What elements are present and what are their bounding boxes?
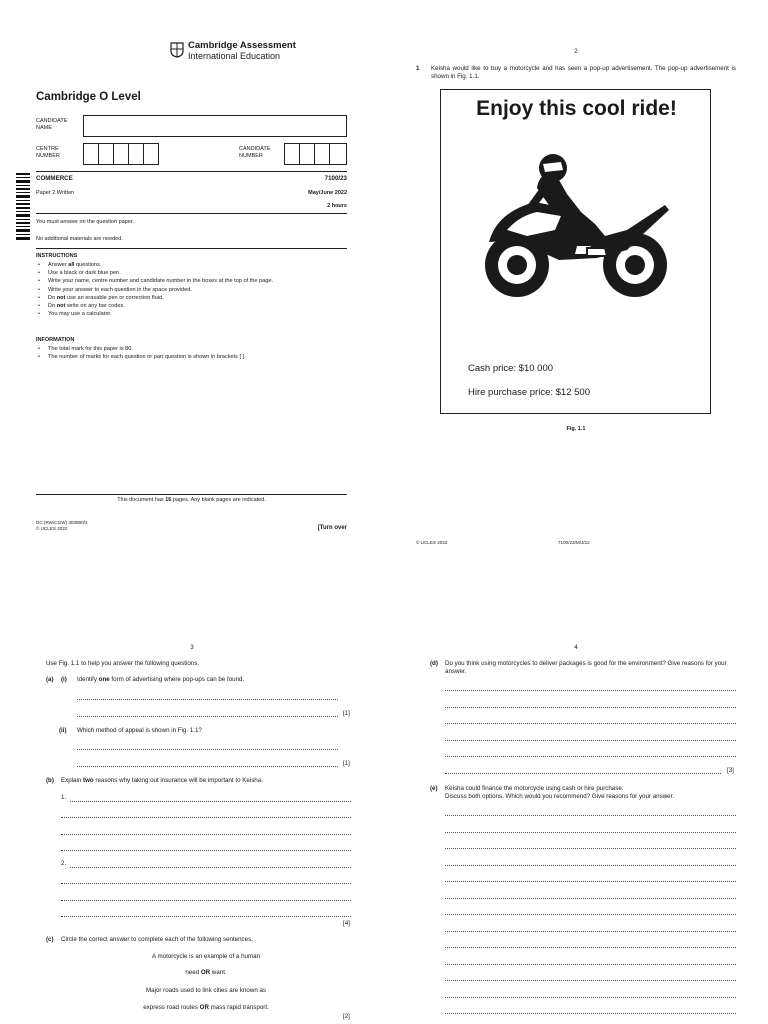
answer-line[interactable] [445, 815, 736, 816]
answer-line[interactable] [445, 740, 736, 741]
turn-over: [Turn over [317, 525, 347, 531]
barcode-icon [16, 173, 30, 241]
answer-line[interactable] [77, 699, 338, 700]
subject: COMMERCE [36, 175, 73, 182]
answer-item-number: 1. [61, 794, 67, 801]
answer-line[interactable] [445, 848, 736, 849]
part-e-question-line-2: Discuss both options. Which would you recommend? Give reasons for your answer. [445, 793, 675, 800]
intro-text: Use Fig. 1.1 to help you answer the following questions. [46, 660, 200, 667]
part-a-i-label: (i) [61, 676, 67, 683]
answer-line[interactable] [61, 883, 351, 884]
part-e-label: (e) [430, 785, 438, 792]
page-count-note: This document has 16 pages. Any blank pages are indicated. [117, 497, 266, 503]
instruction-item: • Do not use an erasable pen or correction fluid. [36, 294, 347, 302]
answer-line[interactable] [445, 723, 736, 724]
instruction-item: • Answer all questions. [36, 261, 347, 269]
answer-line[interactable] [61, 817, 351, 818]
answer-line[interactable] [445, 964, 736, 965]
part-a-label: (a) [46, 676, 54, 683]
sentence-1-text: A motorcycle is an example of a human [152, 953, 260, 960]
part-b-question: Explain two reasons why taking out insurance will be important to Keisha. [61, 777, 263, 784]
answer-line[interactable] [70, 867, 351, 868]
information-heading: INFORMATION [36, 337, 75, 343]
instruction-item: • Use a black or dark blue pen. [36, 269, 347, 277]
information-item: • The number of marks for each question or part question is shown in brackets [ ]. [36, 353, 347, 361]
part-a-ii-question: Which method of appeal is shown in Fig. 1.1? [77, 727, 202, 734]
answer-line[interactable] [445, 997, 736, 998]
answer-line[interactable] [61, 900, 351, 901]
part-b-label: (b) [46, 777, 54, 784]
candidate-name-label: CANDIDATE NAME [36, 118, 68, 131]
centre-number-label: CENTRE NUMBER [36, 146, 60, 159]
part-a-ii-label: (ii) [59, 727, 67, 734]
answer-line[interactable] [77, 749, 338, 750]
cambridge-crest-icon [170, 42, 184, 58]
answer-line[interactable] [445, 914, 736, 915]
part-d-label: (d) [430, 660, 438, 667]
logo-line-2: International Education [188, 51, 281, 61]
logo-line-1: Cambridge Assessment [188, 40, 296, 51]
popup-advertisement [440, 89, 711, 414]
ad-title: Enjoy this cool ride! [476, 97, 677, 120]
part-e-question-line-1: Keisha could finance the motorcycle using cash or hire purchase. [445, 785, 624, 792]
answer-item-number: 2. [61, 860, 67, 867]
sentence-2-options[interactable]: express road routes OR mass rapid transport. [143, 1004, 269, 1011]
note-answer-on-paper: You must answer on the question paper. [36, 219, 134, 225]
answer-line[interactable] [70, 801, 351, 802]
answer-line[interactable] [445, 865, 736, 866]
answer-line[interactable] [445, 1013, 736, 1014]
footer-copyright: © UCLES 2022 [416, 540, 448, 545]
instructions-list [36, 261, 347, 318]
instruction-item: • Write your name, centre number and candidate number in the boxes at the top of the page. [36, 277, 347, 285]
question-1-text: Keisha would like to buy a motorcycle and has seen a pop-up advertisement. The pop-up advertisement is shown in Fig. 1.1. [431, 65, 736, 80]
answer-line[interactable] [61, 850, 351, 851]
figure-caption: Fig. 1.1 [566, 426, 586, 432]
answer-line[interactable] [445, 707, 736, 708]
duration: 2 hours [327, 203, 347, 209]
answer-line[interactable] [445, 756, 736, 757]
answer-line[interactable] [445, 690, 736, 691]
answer-line[interactable] [445, 832, 736, 833]
sentence-1-options[interactable]: need OR want. [185, 969, 227, 976]
answer-line[interactable] [445, 881, 736, 882]
part-c-label: (c) [46, 936, 54, 943]
page-number: 4 [574, 644, 578, 651]
instruction-item: • You may use a calculator. [36, 310, 347, 318]
mark-allocation: [1] [343, 710, 350, 717]
footer-code: 7100/23/M/J/22 [558, 540, 590, 545]
note-no-materials: No additional materials are needed. [36, 236, 123, 242]
mark-allocation: [3] [727, 767, 734, 774]
answer-line[interactable] [445, 931, 736, 932]
answer-line[interactable] [445, 773, 721, 774]
sentence-2-text: Major roads used to link cities are known as [145, 987, 267, 994]
answer-line[interactable] [61, 916, 351, 917]
page-number: 3 [190, 644, 194, 651]
candidate-number-label: CANDIDATE NUMBER [239, 146, 271, 159]
answer-line[interactable] [77, 716, 338, 717]
part-d-question: Do you think using motorcycles to deliver packages is good for the environment? Give reasons for your answer. [445, 660, 727, 675]
answer-line[interactable] [61, 834, 351, 835]
exam-level: Cambridge O Level [36, 91, 141, 103]
motorcycle-rider-icon [477, 150, 677, 310]
footer-copyright: © UCLES 2022 [36, 526, 68, 531]
paper-code: 7100/23 [324, 175, 347, 182]
instruction-item: • Write your answer to each question in the space provided. [36, 286, 347, 294]
answer-line[interactable] [445, 947, 736, 948]
candidate-name-field[interactable] [83, 115, 347, 137]
answer-line[interactable] [77, 766, 338, 767]
instruction-item: • Do not write on any bar codes. [36, 302, 347, 310]
hire-purchase-price: Hire purchase price: $12 500 [468, 387, 590, 398]
answer-line[interactable] [445, 980, 736, 981]
mark-allocation: [4] [343, 920, 350, 927]
instructions-heading: INSTRUCTIONS [36, 253, 78, 259]
answer-line[interactable] [445, 898, 736, 899]
mark-allocation: [2] [343, 1013, 350, 1020]
cash-price: Cash price: $10 000 [468, 363, 554, 374]
page-number: 2 [574, 48, 578, 55]
mark-allocation: [1] [343, 760, 350, 767]
information-item: • The total mark for this paper is 80. [36, 345, 347, 353]
session: May/June 2022 [308, 190, 347, 196]
information-list [36, 345, 347, 361]
paper-name: Paper 2 Written [36, 190, 75, 196]
footer-ref: DC (RW/CGW) 303880/3 [36, 520, 88, 525]
part-a-i-question: Identify one form of advertising where pop-ups can be found. [77, 676, 245, 683]
question-number: 1 [416, 65, 420, 72]
part-c-question: Circle the correct answer to complete each of the following sentences. [61, 936, 253, 943]
